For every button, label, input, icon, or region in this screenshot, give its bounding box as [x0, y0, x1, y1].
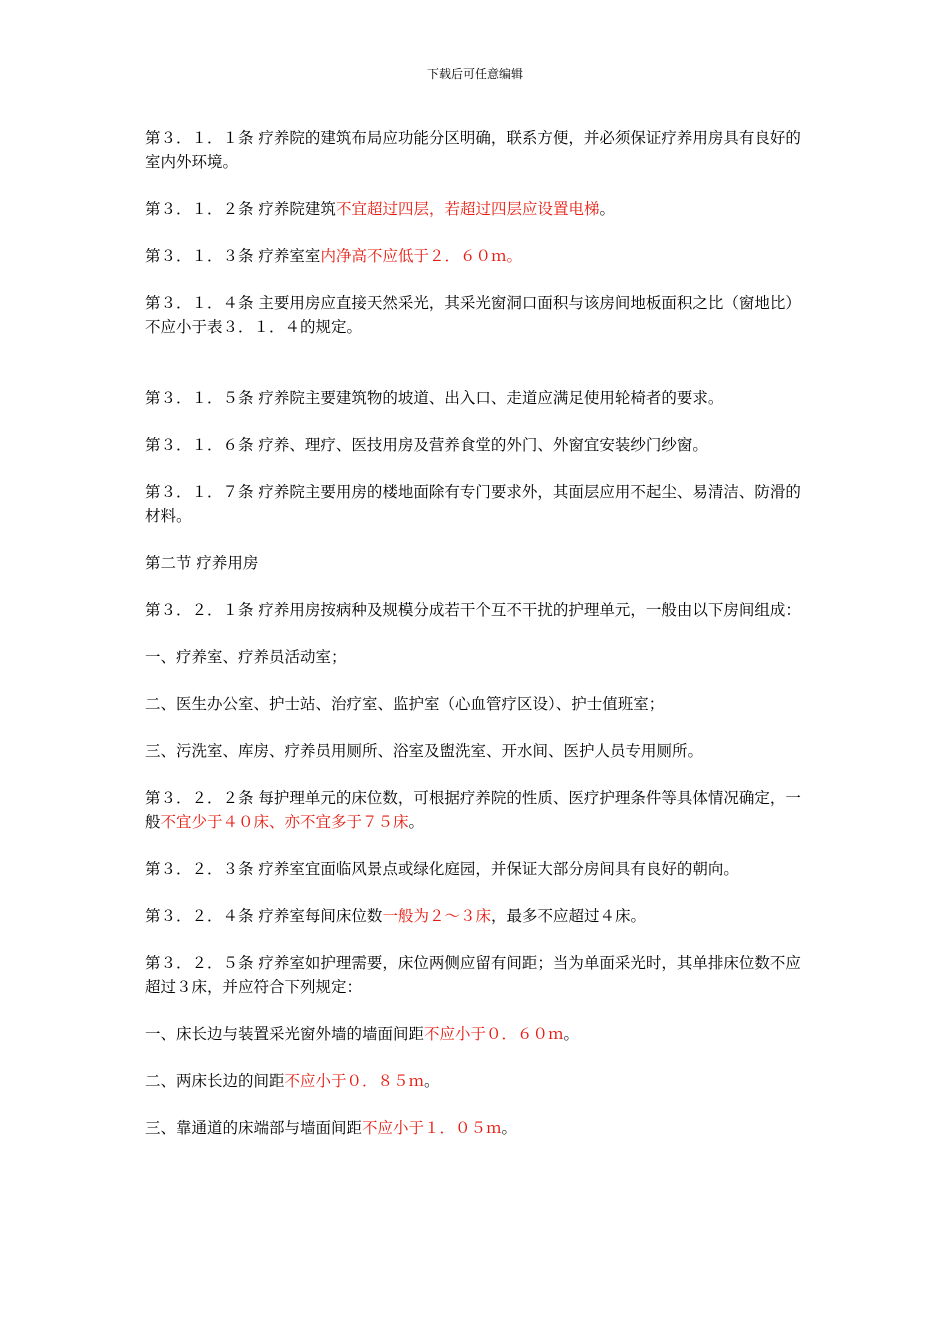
text-run: 。: [501, 1119, 518, 1137]
page-header: 下载后可任意编辑: [426, 67, 523, 81]
paragraph: [145, 1022, 813, 1046]
text-run: 第３．１．４条 主要用房应直接天然采光，其采光窗洞口面积与该房间地板面积之比（窗地比）不应小于表３．１．４的规定。: [145, 294, 801, 336]
paragraph: [145, 480, 813, 528]
text-run: 二、医生办公室、护士站、治疗室、监护室（心血管疗区设）、护士值班室；: [145, 695, 665, 713]
text-run: 第３．１．７条 疗养院主要用房的楼地面除有专门要求外，其面层应用不起尘、易清洁、防滑的材料。: [145, 483, 801, 525]
paragraph: [145, 433, 813, 457]
text-run: 第３．１．１条 疗养院的建筑布局应功能分区明确，联系方便，并必须保证疗养用房具有良好的室内外环境。: [145, 129, 801, 171]
text-run: 第３．１．５条 疗养院主要建筑物的坡道、出入口、走道应满足使用轮椅者的要求。: [145, 389, 724, 407]
paragraph: [145, 1069, 813, 1093]
highlighted-text: 不应小于１．０５ｍ: [362, 1119, 502, 1137]
text-run: 第３．２．２条 每护理单元的床位数，可根据疗养院的性质、医疗护理条件等具体情况确定，一般: [145, 789, 801, 831]
paragraph: [145, 244, 813, 268]
highlighted-text: 不应小于０．６０ｍ: [424, 1025, 564, 1043]
paragraph: [145, 739, 813, 763]
highlighted-text: 不宜少于４０床、亦不宜多于７５床: [160, 813, 409, 831]
text-run: ，最多不应超过４床。: [490, 907, 646, 925]
paragraph: [145, 786, 813, 834]
text-run: 。: [408, 813, 425, 831]
paragraph: [145, 126, 813, 174]
text-run: 一、床长边与装置采光窗外墙的墙面间距: [145, 1025, 425, 1043]
text-run: 二、两床长边的间距: [145, 1072, 285, 1090]
text-run: 一、疗养室、疗养员活动室；: [145, 648, 347, 666]
paragraph: [145, 291, 813, 339]
paragraph: [145, 951, 813, 999]
highlighted-text: 不应小于０．８５ｍ: [284, 1072, 425, 1090]
text-run: 第３．２．５条 疗养室如护理需要，床位两侧应留有间距；当为单面采光时，其单排床位数不应超过３床，并应符合下列规定：: [145, 954, 801, 996]
paragraph: [145, 551, 813, 575]
text-run: 三、靠通道的床端部与墙面间距: [145, 1119, 363, 1137]
text-run: 第３．２．４条 疗养室每间床位数: [145, 907, 383, 925]
highlighted-text: 一般为２～３床: [382, 907, 491, 925]
text-run: 第３．２．３条 疗养室宜面临风景点或绿化庭园，并保证大部分房间具有良好的朝向。: [145, 860, 739, 878]
paragraph: [145, 386, 813, 410]
paragraph: [145, 904, 813, 928]
highlighted-text: 不宜超过四层，若超过四层应设置电梯: [335, 200, 600, 218]
text-run: 三、污洗室、库房、疗养员用厕所、浴室及盥洗室、开水间、医护人员专用厕所。: [145, 742, 704, 760]
text-run: 。: [563, 1025, 580, 1043]
document-body: [145, 126, 813, 1163]
paragraph: [145, 598, 813, 622]
text-run: 。: [599, 200, 615, 218]
text-run: 第３．１．３条 疗养室室: [145, 247, 321, 265]
text-run: 第３．１．２条 疗养院建筑: [145, 200, 336, 218]
paragraph: [145, 1116, 813, 1140]
paragraph: [145, 692, 813, 716]
text-run: 第３．１．６条 疗养、理疗、医技用房及营养食堂的外门、外窗宜安装纱门纱窗。: [145, 436, 708, 454]
highlighted-text: 内净高不应低于２．６０ｍ。: [320, 247, 522, 265]
text-run: 第二节 疗养用房: [145, 554, 259, 572]
paragraph: [145, 197, 813, 221]
text-run: 第３．２．１条 疗养用房按病种及规模分成若干个互不干扰的护理单元，一般由以下房间组成：: [145, 601, 801, 619]
paragraph: [145, 645, 813, 669]
text-run: 。: [424, 1072, 440, 1090]
paragraph: [145, 857, 813, 881]
